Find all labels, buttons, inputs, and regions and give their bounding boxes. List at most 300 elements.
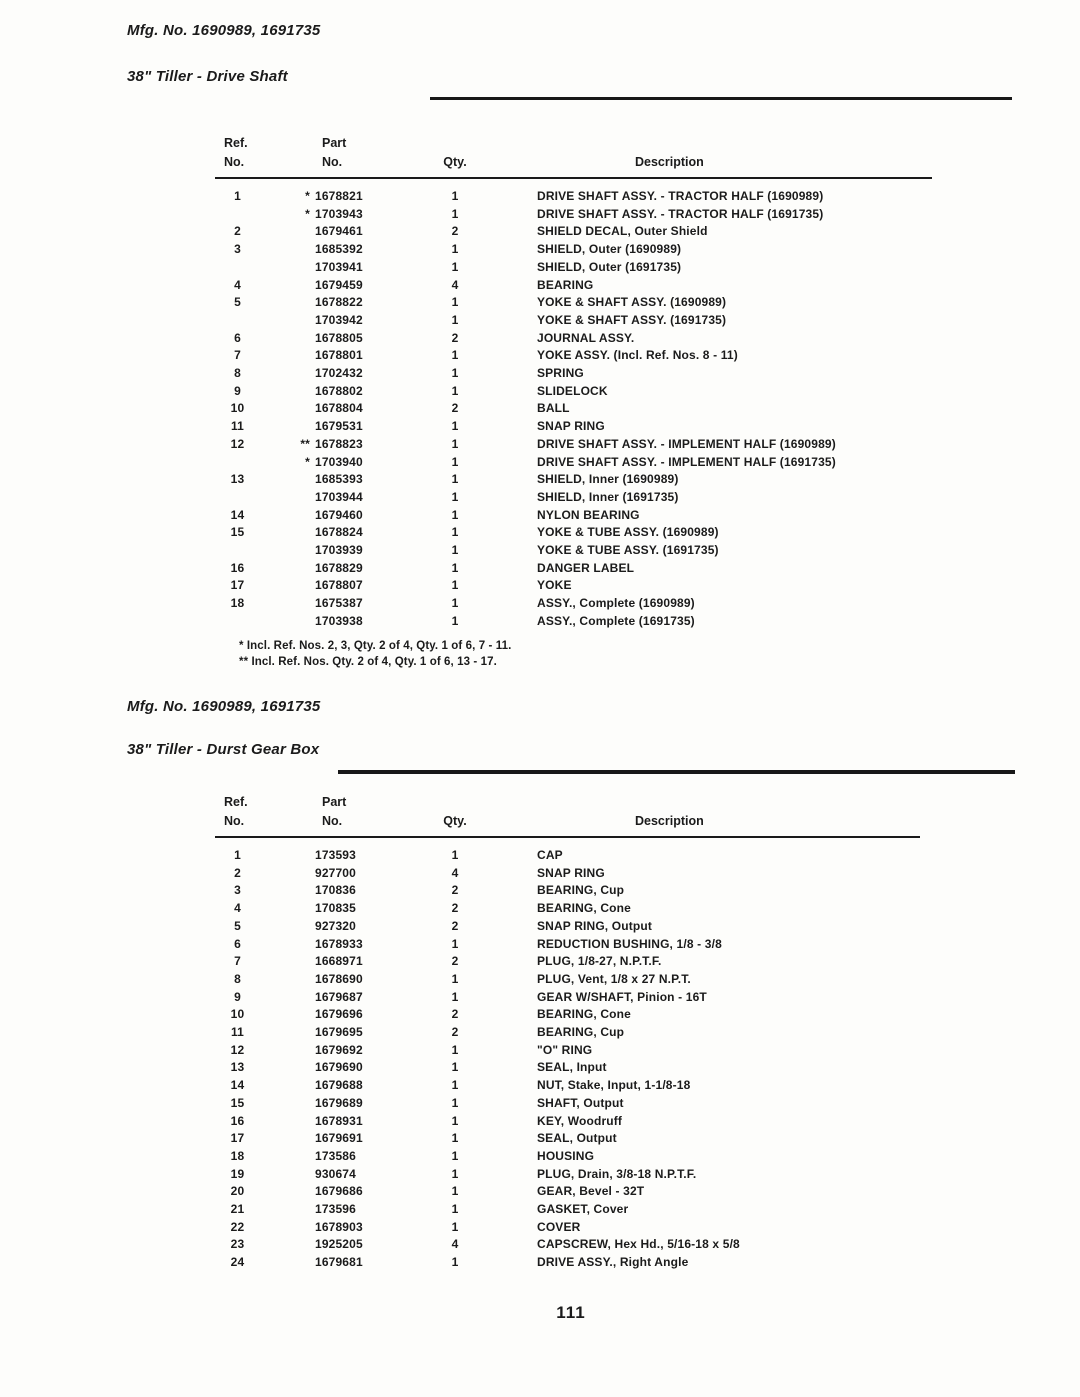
header-underline-rule: [215, 177, 932, 179]
part-no-cell: 1679696: [315, 1007, 363, 1022]
part-no-header: [315, 793, 415, 831]
table-row: [215, 542, 932, 560]
qty-cell: 1: [451, 348, 459, 363]
part-no-cell: 1679531: [315, 419, 363, 434]
description-cell: SHAFT, Output: [537, 1095, 624, 1110]
description-cell: JOURNAL ASSY.: [537, 330, 635, 345]
footnote-mark-cell: *: [305, 189, 310, 203]
part-no-cell: 1678804: [315, 401, 363, 416]
footnote-mark-cell: [260, 223, 315, 241]
qty-cell: 4: [451, 277, 459, 292]
description-cell: DRIVE SHAFT ASSY. - IMPLEMENT HALF (1691735): [537, 454, 836, 469]
footnote-mark-cell: [260, 1059, 315, 1077]
description-cell: SNAP RING: [537, 419, 605, 434]
part-no-cell: 1703939: [315, 543, 363, 558]
footnote-mark-cell: [260, 471, 315, 489]
part-no-cell: 1679460: [315, 507, 363, 522]
description-cell: DRIVE SHAFT ASSY. - TRACTOR HALF (1690989): [537, 189, 824, 203]
footnote-mark-cell: [260, 241, 315, 259]
qty-header: Qty.: [443, 814, 467, 828]
footnote-single-asterisk: * Incl. Ref. Nos. 2, 3, Qty. 2 of 4, Qty. 1 of 6, 7 - 11.: [239, 639, 512, 652]
description-cell: DRIVE SHAFT ASSY. - TRACTOR HALF (1691735): [537, 206, 824, 221]
ref-no-cell: 13: [230, 1060, 245, 1075]
ref-no-cell: 6: [234, 936, 241, 951]
description-cell: YOKE & SHAFT ASSY. (1691735): [537, 312, 727, 327]
table-row: [215, 971, 920, 989]
table-row: [215, 347, 932, 365]
ref-no-cell: 18: [230, 1148, 245, 1163]
ref-no-cell: 12: [230, 436, 245, 451]
description-cell: DANGER LABEL: [537, 560, 635, 575]
part-no-cell: 1679461: [315, 224, 363, 239]
qty-cell: 1: [451, 1078, 459, 1093]
table-row: [215, 277, 932, 295]
table-row: [215, 936, 920, 954]
footnote-mark-cell: **: [300, 436, 310, 451]
ref-no-cell: 23: [230, 1237, 245, 1252]
table-row: [215, 507, 932, 525]
mfg-number-line: Mfg. No. 1690989, 1691735: [127, 22, 321, 39]
part-no-cell: 1679688: [315, 1078, 363, 1093]
table-row: [215, 330, 932, 348]
description-cell: SNAP RING: [537, 865, 605, 880]
part-no-cell: 1678903: [315, 1219, 363, 1234]
footnote-mark-cell: [260, 400, 315, 418]
description-cell: GEAR, Bevel - 32T: [537, 1184, 645, 1199]
ref-no-header: [215, 793, 260, 831]
part-no-cell: 1678801: [315, 348, 363, 363]
description-cell: SHIELD, Inner (1690989): [537, 472, 679, 487]
qty-cell: 1: [451, 1255, 459, 1270]
part-no-cell: 1678807: [315, 578, 363, 593]
description-cell: YOKE & SHAFT ASSY. (1690989): [537, 295, 727, 310]
ref-no-cell: 2: [234, 224, 241, 239]
footnote-mark-cell: [260, 1201, 315, 1219]
ref-no-cell: 4: [234, 901, 241, 916]
ref-header-line1: Ref.: [224, 795, 248, 809]
qty-cell: 1: [451, 259, 459, 274]
table-row: [215, 1077, 920, 1095]
ref-no-cell: [215, 613, 260, 631]
ref-no-cell: 1: [234, 848, 241, 862]
description-cell: YOKE ASSY. (Incl. Ref. Nos. 8 - 11): [537, 348, 738, 363]
qty-cell: 1: [451, 1219, 459, 1234]
table-row: [215, 400, 932, 418]
ref-no-cell: [215, 454, 260, 472]
footnote-mark-cell: [260, 418, 315, 436]
footnote-mark-cell: [260, 953, 315, 971]
table-row: [215, 294, 932, 312]
footnote-mark-cell: [260, 542, 315, 560]
ref-no-cell: 20: [230, 1184, 245, 1199]
table-row: [215, 524, 932, 542]
qty-cell: 1: [451, 189, 459, 203]
footnote-mark-cell: [260, 918, 315, 936]
section-title-durst-gear-box: 38" Tiller - Durst Gear Box: [127, 741, 320, 758]
part-no-cell: 1925205: [315, 1237, 363, 1252]
table-row: [215, 454, 932, 472]
part-no-cell: 1679687: [315, 989, 363, 1004]
part-no-header: [315, 134, 415, 172]
ref-header-line1: Ref.: [224, 136, 248, 150]
qty-cell: 1: [451, 1148, 459, 1163]
part-no-cell: 1678933: [315, 936, 363, 951]
qty-cell: 1: [451, 613, 459, 628]
qty-cell: 2: [451, 954, 459, 969]
ref-no-cell: 4: [234, 277, 241, 292]
qty-cell: 2: [451, 401, 459, 416]
ref-no-cell: 15: [230, 1095, 245, 1110]
table-row: [215, 865, 920, 883]
table-body: [215, 847, 920, 1272]
part-no-cell: 1679692: [315, 1042, 363, 1057]
ref-no-cell: 10: [230, 1007, 245, 1022]
footnote-mark-cell: [260, 936, 315, 954]
part-no-cell: 1678805: [315, 330, 363, 345]
part-no-cell: 1702432: [315, 366, 363, 381]
ref-no-cell: 3: [234, 242, 241, 257]
part-no-cell: 1703943: [315, 206, 363, 221]
qty-cell: 1: [451, 578, 459, 593]
description-cell: YOKE: [537, 578, 572, 593]
qty-cell: 1: [451, 489, 459, 504]
ref-no-cell: [215, 259, 260, 277]
footnote-mark-cell: [260, 277, 315, 295]
ref-no-cell: 9: [234, 383, 241, 398]
table-row: [215, 259, 932, 277]
table-row: [215, 847, 920, 865]
table-row: [215, 241, 932, 259]
qty-cell: 1: [451, 472, 459, 487]
ref-header-line2: No.: [224, 155, 245, 169]
part-no-cell: 1675387: [315, 596, 363, 611]
qty-cell: 1: [451, 1095, 459, 1110]
section-divider-rule: [338, 770, 1015, 774]
part-no-cell: 1703940: [315, 454, 363, 469]
qty-header: Qty.: [443, 155, 467, 169]
ref-header-line2: No.: [224, 814, 245, 828]
part-no-cell: 170835: [315, 901, 356, 916]
section-title-drive-shaft: 38" Tiller - Drive Shaft: [127, 68, 288, 85]
footnote-mark-cell: [260, 1236, 315, 1254]
part-no-cell: 1678829: [315, 560, 363, 575]
footnote-mark-cell: [260, 507, 315, 525]
table-row: [215, 1130, 920, 1148]
description-cell: SHIELD, Outer (1691735): [537, 259, 682, 274]
description-cell: SEAL, Output: [537, 1131, 617, 1146]
description-cell: SPRING: [537, 366, 584, 381]
footnote-mark-cell: [260, 1130, 315, 1148]
table-header: [215, 134, 932, 172]
description-cell: GEAR W/SHAFT, Pinion - 16T: [537, 989, 707, 1004]
qty-cell: 1: [451, 1042, 459, 1057]
ref-no-cell: 24: [230, 1255, 245, 1270]
part-no-cell: 1678824: [315, 525, 363, 540]
qty-cell: 1: [451, 312, 459, 327]
part-header-line2: No.: [322, 155, 343, 169]
ref-no-cell: 15: [230, 525, 245, 540]
description-cell: "O" RING: [537, 1042, 593, 1057]
qty-cell: 1: [451, 848, 459, 862]
qty-cell: 1: [451, 383, 459, 398]
ref-no-cell: [215, 206, 260, 224]
qty-cell: 1: [451, 525, 459, 540]
part-no-cell: 1679459: [315, 277, 363, 292]
footnote-mark-cell: [260, 595, 315, 613]
footnote-mark-cell: [260, 1148, 315, 1166]
description-cell: PLUG, 1/8-27, N.P.T.F.: [537, 954, 662, 969]
ref-no-cell: 5: [234, 918, 241, 933]
description-cell: SLIDELOCK: [537, 383, 608, 398]
parts-table-durst-gear-box: [215, 793, 920, 1272]
table-row: [215, 953, 920, 971]
qty-cell: 1: [451, 560, 459, 575]
part-no-cell: 1685392: [315, 242, 363, 257]
table-row: [215, 1006, 920, 1024]
ref-no-cell: 22: [230, 1219, 245, 1234]
qty-cell: 1: [451, 419, 459, 434]
part-no-cell: 1703944: [315, 489, 363, 504]
footnote-mark-cell: [260, 1219, 315, 1237]
ref-no-cell: 6: [234, 330, 241, 345]
table-row: [215, 223, 932, 241]
description-cell: SEAL, Input: [537, 1060, 607, 1075]
qty-cell: 2: [451, 224, 459, 239]
ref-no-cell: 13: [230, 472, 245, 487]
footnote-mark-cell: [260, 1077, 315, 1095]
part-no-cell: 1668971: [315, 954, 363, 969]
table-row: [215, 365, 932, 383]
table-row: [215, 1095, 920, 1113]
table-row: [215, 900, 920, 918]
footnote-mark-cell: [260, 1095, 315, 1113]
ref-no-cell: 16: [230, 1113, 245, 1128]
footnote-mark-cell: [260, 882, 315, 900]
table-row: [215, 188, 932, 206]
qty-cell: 2: [451, 1007, 459, 1022]
part-no-cell: 1703941: [315, 259, 363, 274]
ref-no-cell: 16: [230, 560, 245, 575]
section-divider-rule: [430, 97, 1012, 100]
table-footnotes: [215, 638, 932, 670]
description-cell: SHIELD, Outer (1690989): [537, 242, 682, 257]
description-cell: ASSY., Complete (1690989): [537, 596, 695, 611]
ref-no-cell: 14: [230, 1078, 245, 1093]
header-underline-rule: [215, 836, 920, 838]
qty-cell: 4: [451, 865, 459, 880]
description-cell: BALL: [537, 401, 570, 416]
ref-no-cell: 19: [230, 1166, 245, 1181]
table-row: [215, 577, 932, 595]
footnote-mark-cell: [260, 524, 315, 542]
table-row: [215, 312, 932, 330]
part-no-cell: 1685393: [315, 472, 363, 487]
part-no-cell: 1679681: [315, 1255, 363, 1270]
qty-cell: 1: [451, 1060, 459, 1075]
qty-cell: 1: [451, 295, 459, 310]
table-row: [215, 882, 920, 900]
part-no-cell: 1679690: [315, 1060, 363, 1075]
part-no-cell: 173596: [315, 1202, 356, 1217]
qty-cell: 1: [451, 1184, 459, 1199]
description-cell: BEARING, Cone: [537, 901, 631, 916]
footnote-mark-cell: [260, 1166, 315, 1184]
ref-no-cell: 11: [231, 419, 244, 434]
description-cell: BEARING: [537, 277, 594, 292]
part-no-cell: 1678823: [315, 436, 363, 451]
description-cell: BEARING, Cone: [537, 1007, 631, 1022]
part-header-line1: Part: [322, 136, 347, 150]
part-no-cell: 1703942: [315, 312, 363, 327]
part-header-line1: Part: [322, 795, 347, 809]
qty-cell: 1: [451, 507, 459, 522]
footnote-mark-cell: *: [305, 454, 310, 469]
qty-cell: 1: [451, 1202, 459, 1217]
footnote-mark-cell: [260, 330, 315, 348]
part-no-cell: 1678802: [315, 383, 363, 398]
footnote-mark-cell: [260, 294, 315, 312]
qty-cell: 1: [451, 436, 459, 451]
table-row: [215, 436, 932, 454]
footnote-mark-cell: [260, 560, 315, 578]
qty-cell: 1: [451, 242, 459, 257]
qty-cell: 2: [451, 883, 459, 898]
qty-cell: 2: [451, 1025, 459, 1040]
ref-no-cell: 21: [230, 1202, 245, 1217]
description-cell: COVER: [537, 1219, 581, 1234]
table-row: [215, 1113, 920, 1131]
qty-cell: 1: [451, 1131, 459, 1146]
table-row: [215, 418, 932, 436]
qty-cell: 1: [451, 543, 459, 558]
part-no-cell: 1678822: [315, 295, 363, 310]
table-row: [215, 489, 932, 507]
ref-no-cell: 8: [234, 366, 241, 381]
footnote-mark-cell: [260, 1254, 315, 1272]
part-no-cell: 1679689: [315, 1095, 363, 1110]
ref-no-cell: 7: [234, 954, 241, 969]
description-cell: GASKET, Cover: [537, 1202, 629, 1217]
footnote-mark-cell: [260, 347, 315, 365]
footnote-mark-cell: [260, 989, 315, 1007]
description-cell: DRIVE ASSY., Right Angle: [537, 1255, 689, 1270]
qty-cell: 2: [451, 330, 459, 345]
footnote-mark-cell: *: [305, 206, 310, 221]
footnote-mark-cell: [260, 865, 315, 883]
ref-no-cell: 17: [230, 578, 245, 593]
footnote-mark-cell: [260, 847, 315, 865]
part-header-line2: No.: [322, 814, 343, 828]
footnote-mark-cell: [260, 365, 315, 383]
qty-cell: 2: [451, 901, 459, 916]
part-no-cell: 930674: [315, 1166, 356, 1181]
footnote-mark-cell: [260, 1006, 315, 1024]
part-no-cell: 1679691: [315, 1131, 363, 1146]
footnote-mark-cell: [260, 613, 315, 631]
description-cell: PLUG, Drain, 3/8-18 N.P.T.F.: [537, 1166, 697, 1181]
footnote-mark-cell: [260, 1042, 315, 1060]
table-row: [215, 1201, 920, 1219]
ref-no-cell: 17: [230, 1131, 245, 1146]
qty-cell: 1: [451, 366, 459, 381]
table-row: [215, 560, 932, 578]
ref-no-cell: 18: [230, 596, 245, 611]
ref-no-cell: 14: [230, 507, 245, 522]
footnote-mark-cell: [260, 1183, 315, 1201]
part-no-cell: 1678821: [315, 189, 363, 203]
table-body: [215, 188, 932, 631]
description-cell: SNAP RING, Output: [537, 918, 652, 933]
page-number: 111: [556, 1303, 586, 1322]
part-no-cell: 1679686: [315, 1184, 363, 1199]
ref-no-header: [215, 134, 260, 172]
description-cell: ASSY., Complete (1691735): [537, 613, 695, 628]
table-row: [215, 1042, 920, 1060]
description-cell: CAPSCREW, Hex Hd., 5/16-18 x 5/8: [537, 1237, 740, 1252]
table-row: [215, 1148, 920, 1166]
footnote-mark-cell: [260, 1024, 315, 1042]
description-cell: PLUG, Vent, 1/8 x 27 N.P.T.: [537, 971, 691, 986]
table-row: [215, 1254, 920, 1272]
qty-cell: 1: [451, 989, 459, 1004]
description-cell: KEY, Woodruff: [537, 1113, 623, 1128]
ref-no-cell: 2: [234, 865, 241, 880]
footnote-mark-cell: [260, 312, 315, 330]
ref-no-cell: 5: [234, 295, 241, 310]
qty-cell: 1: [451, 596, 459, 611]
qty-cell: 2: [451, 918, 459, 933]
ref-no-cell: 10: [230, 401, 245, 416]
qty-cell: 1: [451, 1113, 459, 1128]
qty-cell: 1: [451, 971, 459, 986]
table-row: [215, 1219, 920, 1237]
description-cell: DRIVE SHAFT ASSY. - IMPLEMENT HALF (1690989): [537, 436, 836, 451]
part-no-cell: 173586: [315, 1148, 356, 1163]
qty-cell: 4: [451, 1237, 459, 1252]
ref-no-cell: 7: [234, 348, 241, 363]
footnote-mark-cell: [260, 259, 315, 277]
footnote-mark-cell: [260, 900, 315, 918]
description-cell: NYLON BEARING: [537, 507, 640, 522]
table-row: [215, 595, 932, 613]
table-row: [215, 1183, 920, 1201]
description-cell: BEARING, Cup: [537, 883, 625, 898]
table-row: [215, 918, 920, 936]
qty-cell: 1: [451, 936, 459, 951]
table-row: [215, 471, 932, 489]
footnote-mark-cell: [260, 971, 315, 989]
ref-no-cell: [215, 489, 260, 507]
part-no-cell: 1679695: [315, 1025, 363, 1040]
table-header: [215, 793, 920, 831]
table-row: [215, 206, 932, 224]
qty-cell: 1: [451, 206, 459, 221]
description-header: Description: [635, 155, 704, 169]
ref-no-cell: 9: [234, 989, 241, 1004]
table-row: [215, 1236, 920, 1254]
footnote-mark-cell: [260, 577, 315, 595]
table-row: [215, 989, 920, 1007]
table-row: [215, 1059, 920, 1077]
part-no-cell: 927320: [315, 918, 356, 933]
ref-no-cell: [215, 312, 260, 330]
ref-no-cell: 3: [234, 883, 241, 898]
description-cell: BEARING, Cup: [537, 1025, 625, 1040]
description-cell: YOKE & TUBE ASSY. (1691735): [537, 543, 719, 558]
description-cell: HOUSING: [537, 1148, 595, 1163]
table-row: [215, 1166, 920, 1184]
description-cell: SHIELD, Inner (1691735): [537, 489, 679, 504]
